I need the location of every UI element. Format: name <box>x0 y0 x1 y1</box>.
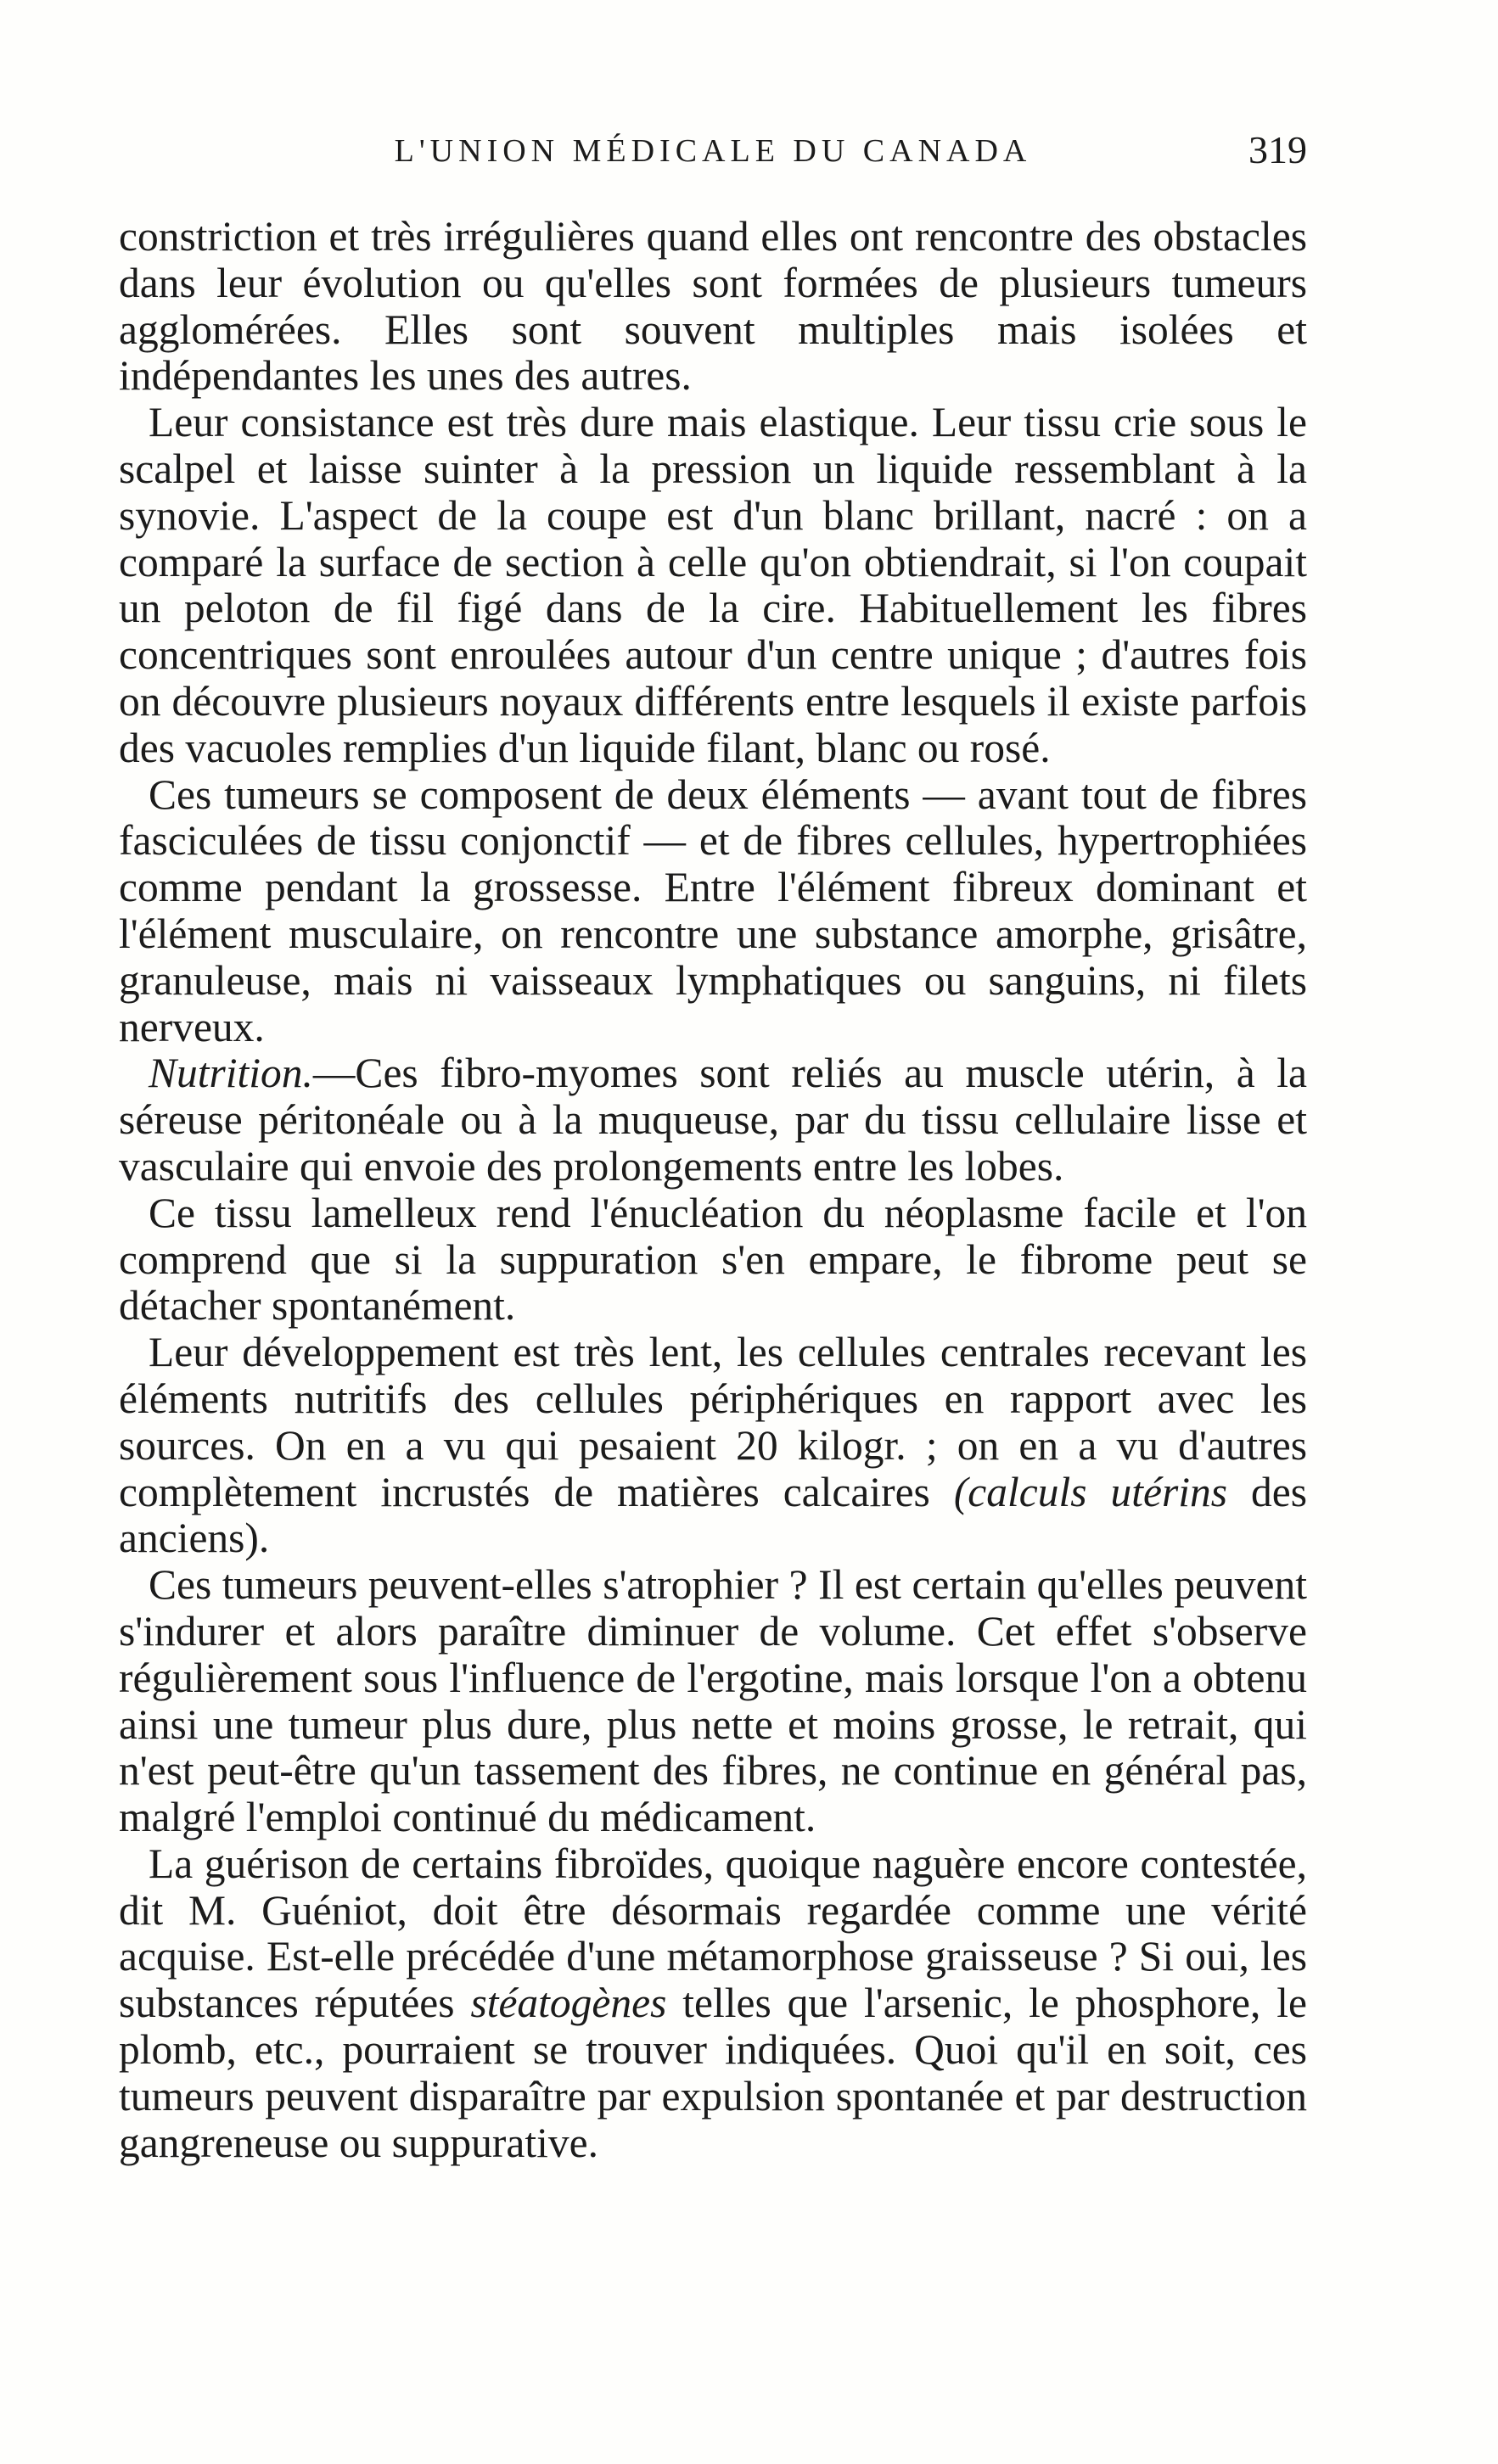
paragraph-tissu-lamelleux: Ce tissu lamelleux rend l'énucléation du néoplasme facile et l'on comprend que si la suppuration s'en empare, le fibrome peut se détacher spontanément. <box>119 1189 1307 1330</box>
paragraph-guerison: La guérison de certains fibroïdes, quoique naguère encore contestée, dit M. Guéniot, doit être désormais regardée comme une vérité acquise. Est-elle précédée d'une métamorphose graisseuse ? Si oui, les substances réputées stéatogènes telles que l'arsenic, le phosphore, le plomb, etc., pourraient se trouver indiquées. Quoi qu'il en soit, ces tumeurs peuvent disparaître par expulsion spontanée et par destruction gangreneuse ou suppurative. <box>119 1840 1307 2166</box>
body-text <box>119 214 1307 2166</box>
paragraph-consistance: Leur consistance est très dure mais elastique. Leur tissu crie sous le scalpel et laisse suinter à la pression un liquide ressemblant à la synovie. L'aspect de la coupe est d'un blanc brillant, nacré : on a comparé la surface de section à celle qu'on obtiendrait, si l'on coupait un peloton de fil figé dans de la cire. Habituellement les fibres concentriques sont enroulées autour d'un centre unique ; d'autres fois on découvre plusieurs noyaux différents entre lesquels il existe parfois des vacuoles remplies d'un liquide filant, blanc ou rosé. <box>119 399 1307 771</box>
italic-calculs-uterins: (calculs utérins <box>953 1468 1228 1515</box>
nutrition-heading: Nutrition. <box>149 1050 313 1097</box>
running-title: L'UNION MÉDICALE DU CANADA <box>394 133 1032 169</box>
paragraph-developpement: Leur développement est très lent, les cellules centrales recevant les éléments nutritifs des cellules périphériques en rapport avec les sources. On en a vu qui pesaient 20 kilogr. ; on en a vu d'autres complètement incrustés de matières calcaires (calculs utérins des anciens). <box>119 1329 1308 1562</box>
page-header <box>119 127 1307 187</box>
page-number: 319 <box>1248 128 1307 171</box>
italic-steatogenes: stéatogènes <box>470 1980 667 2027</box>
paragraph-continuation: constriction et très irrégulières quand elles ont rencontre des obstacles dans leur évolution ou qu'elles sont formées de plusieurs tumeurs agglomérées. Elles sont souvent multiples mais isolées et indépendantes les unes des autres. <box>119 213 1307 400</box>
paragraph-nutrition: Nutrition.—Ces fibro-myomes sont reliés au muscle utérin, à la séreuse péritonéale ou à la muqueuse, par du tissu cellulaire lisse et vasculaire qui envoie des prolongements entre les lobes. <box>119 1050 1307 1190</box>
paragraph-atrophie: Ces tumeurs peuvent-elles s'atrophier ? Il est certain qu'elles peuvent s'indurer et alors paraître diminuer de volume. Cet effet s'observe régulièrement sous l'influence de l'ergotine, mais lorsque l'on a obtenu ainsi une tumeur plus dure, plus nette et moins grosse, le retrait, qui n'est peut-être qu'un tassement des fibres, ne continue en général pas, malgré l'emploi continué du médicament. <box>119 1561 1307 1841</box>
paragraph-elements: Ces tumeurs se composent de deux éléments — avant tout de fibres fasciculées de tissu conjonctif — et de fibres cellules, hypertrophiées comme pendant la grossesse. Entre l'élément fibreux dominant et l'élément musculaire, on rencontre une substance amorphe, grisâtre, granuleuse, mais ni vaisseaux lymphatiques ou sanguins, ni filets nerveux. <box>119 770 1307 1050</box>
